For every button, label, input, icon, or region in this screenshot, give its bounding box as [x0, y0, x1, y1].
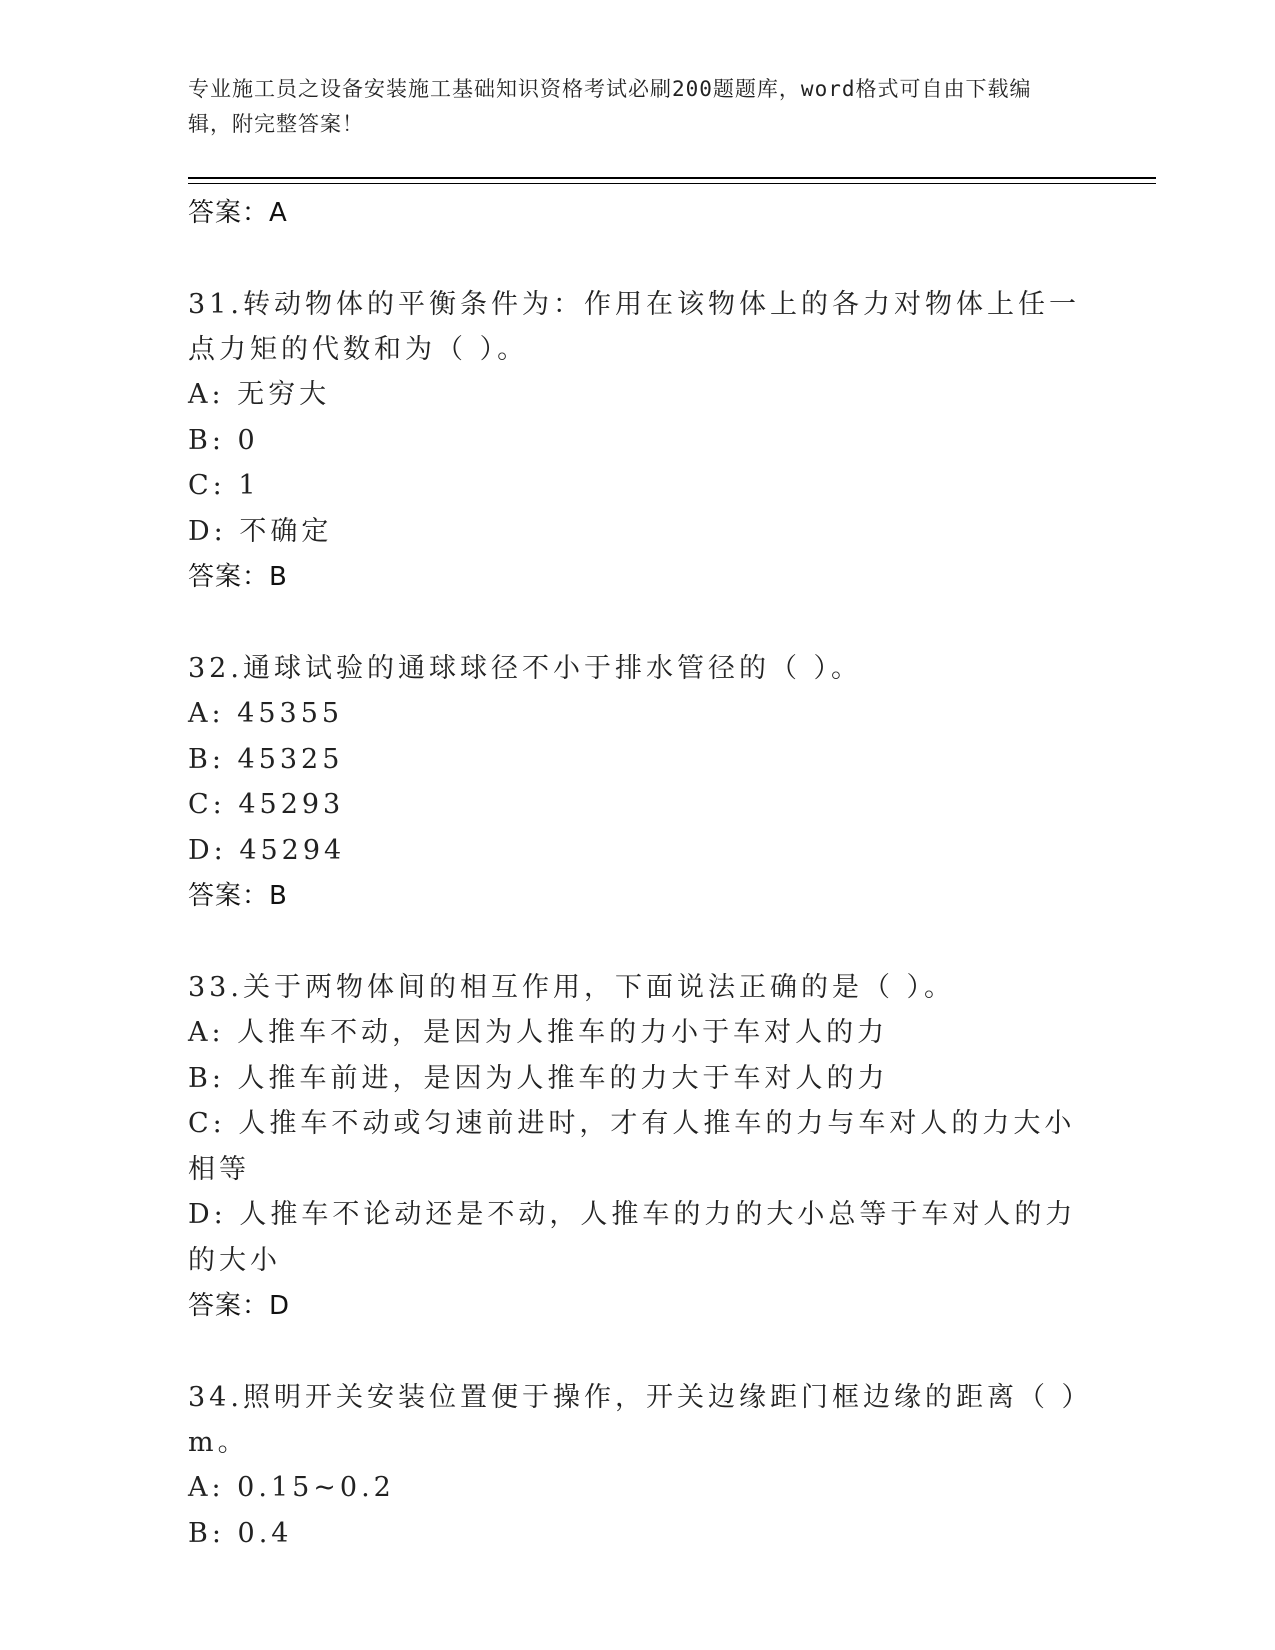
question-34: [188, 1375, 1088, 1556]
option-b: B: 0: [188, 424, 259, 456]
header-divider-thin: [188, 183, 1156, 184]
question-stem: 33.关于两物体间的相互作用，下面说法正确的是（ ）。: [188, 972, 956, 1003]
option-d: D: 人推车不论动还是不动，人推车的力的大小总等于车对人的力的大小: [188, 1199, 1077, 1276]
option-a: A: 45355: [188, 698, 344, 729]
option-c: C: 45293: [188, 789, 345, 820]
question-33: [188, 965, 1088, 1329]
option-a: A: 人推车不动，是因为人推车的力小于车对人的力: [188, 1017, 889, 1048]
answer-line: 答案：B: [188, 881, 288, 911]
option-a: A: 0.15~0.2: [188, 1472, 395, 1503]
question-stem: 34.照明开关安装位置便于操作，开关边缘距门框边缘的距离（ ）m。: [188, 1382, 1080, 1458]
answer-line: 答案：D: [188, 1291, 291, 1321]
option-d: D: 不确定: [188, 515, 333, 547]
question-list: [188, 190, 1088, 1556]
option-a: A: 无穷大: [188, 379, 331, 410]
option-c: C: 人推车不动或匀速前进时，才有人推车的力与车对人的力大小相等: [188, 1108, 1076, 1185]
question-stem: 32.通球试验的通球球径不小于排水管径的（ ）。: [188, 653, 863, 684]
option-b: B: 45325: [188, 743, 344, 775]
answer-line: 答案：A: [188, 198, 288, 228]
option-c: C: 1: [188, 470, 260, 501]
option-b: B: 人推车前进，是因为人推车的力大于车对人的力: [188, 1062, 889, 1094]
header-divider-thick: [188, 177, 1156, 179]
answer-line: 答案：B: [188, 562, 288, 592]
document-header: 专业施工员之设备安装施工基础知识资格考试必刷200题题库，word格式可自由下载编辑，附完整答案！: [188, 77, 1032, 136]
question-32: [188, 646, 1088, 919]
option-d: D: 45294: [188, 834, 346, 866]
question-stem: 31.转动物体的平衡条件为：作用在该物体上的各力对物体上任一点力矩的代数和为（ ）。: [188, 289, 1080, 365]
option-b: B: 0.4: [188, 1517, 293, 1549]
question-31: [188, 282, 1088, 600]
